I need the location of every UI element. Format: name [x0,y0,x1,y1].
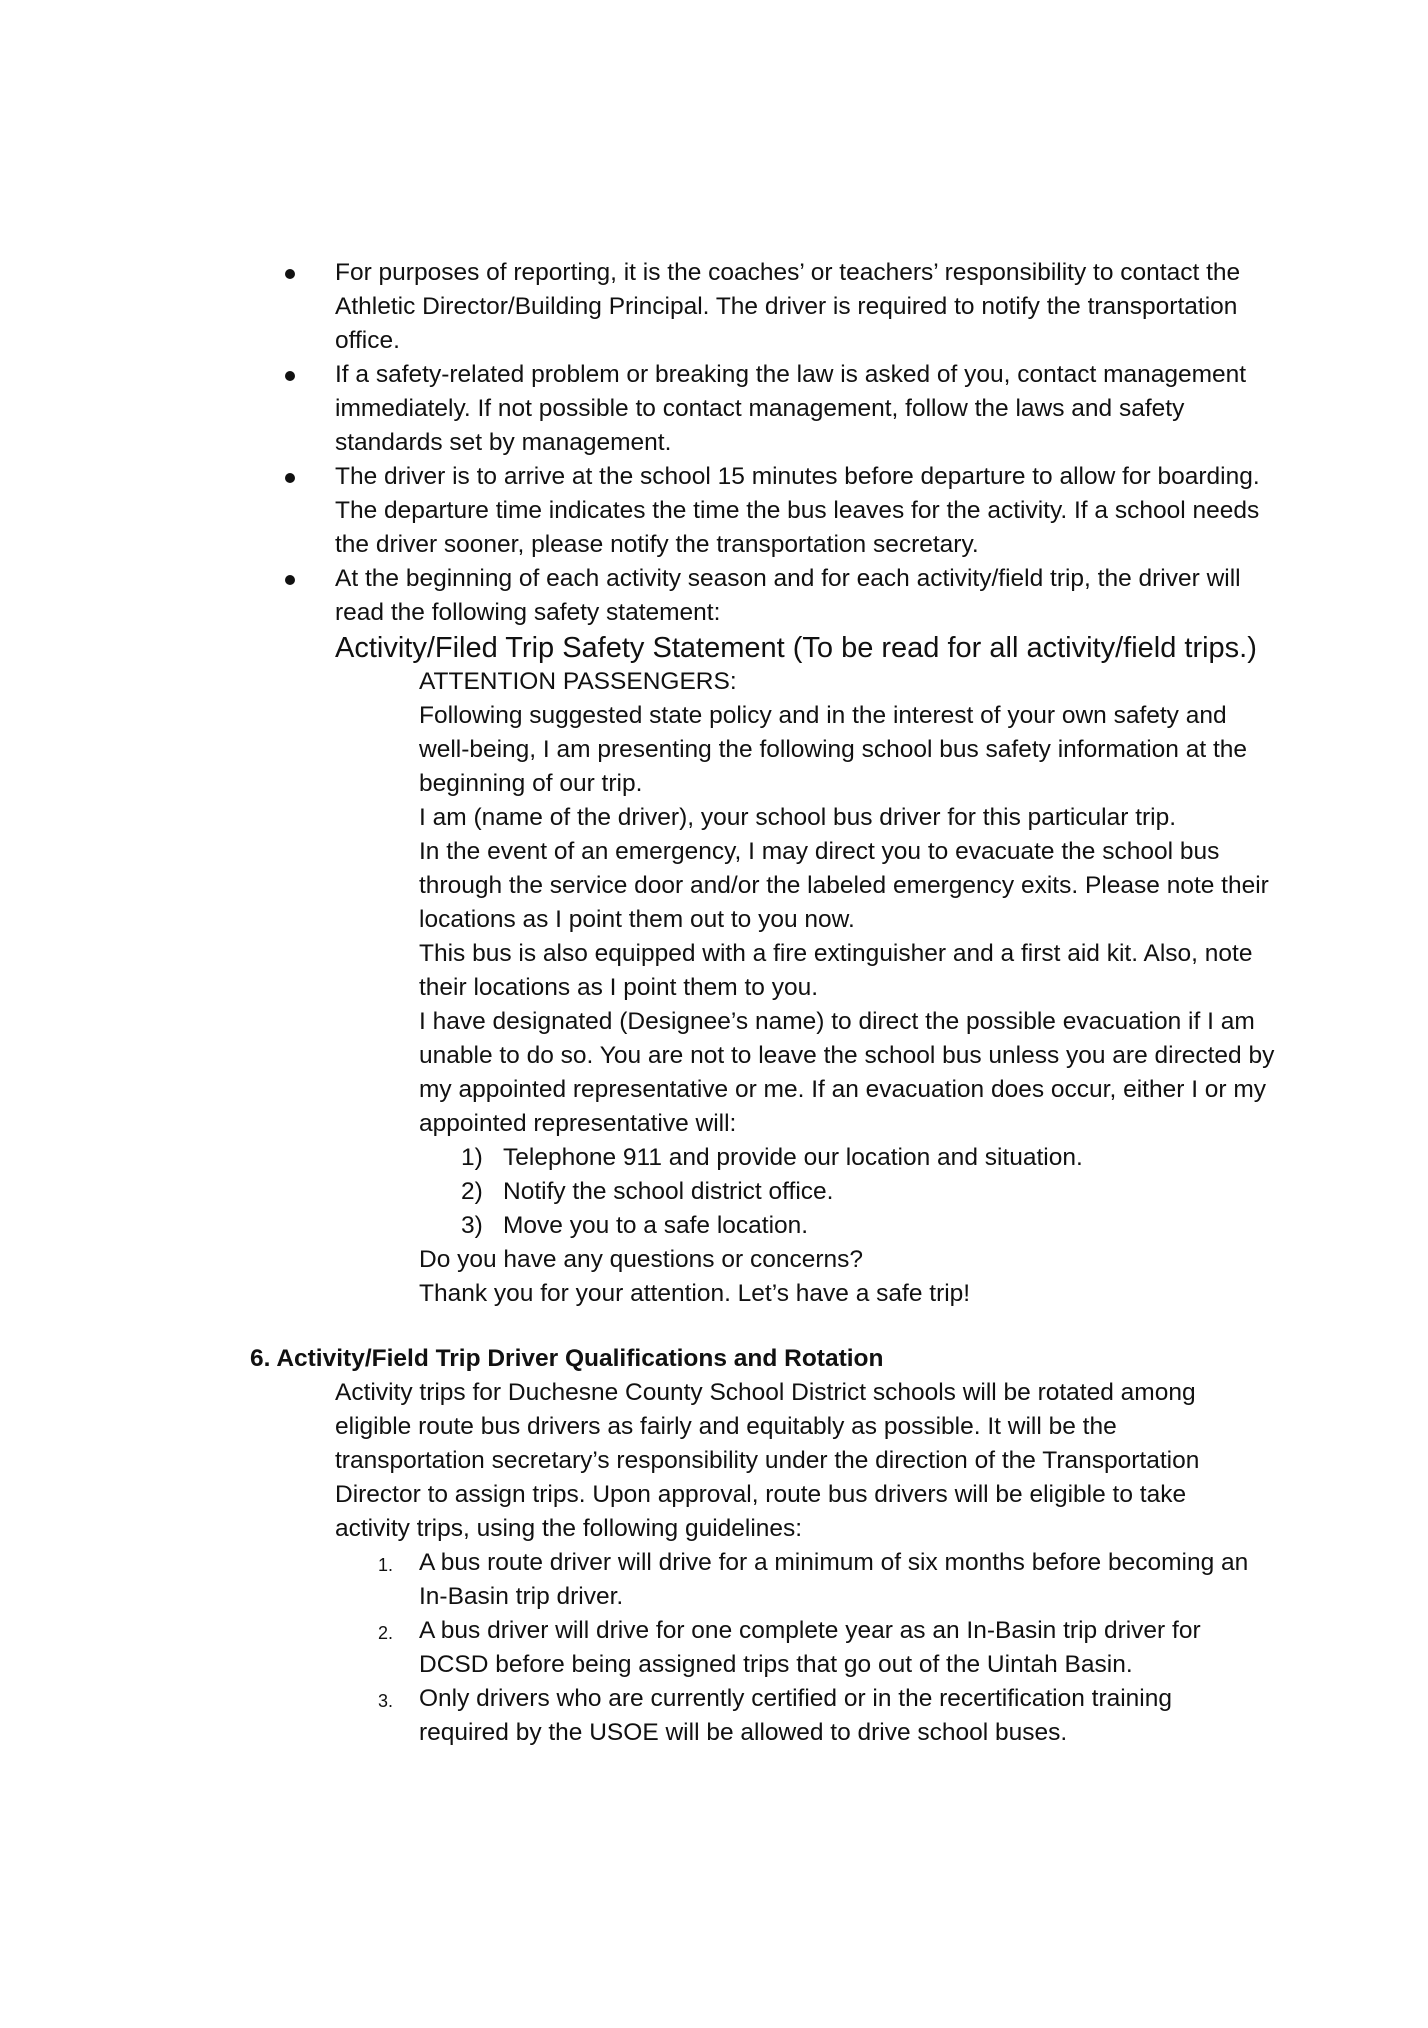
guideline-item [335,1614,1265,1682]
safety-statement-title: Activity/Filed Trip Safety Statement (To be read for all activity/field trips.) [335,632,1257,664]
statement-paragraph: I have designated (Designee’s name) to direct the possible evacuation if I am unable to do so. You are not to leave the school bus unless you are directed by my appointed representative or me. If an evacuation does occur, either I or my appointed representative will: [419,1008,1275,1137]
bullet-text: If a safety-related problem or breaking the law is asked of you, contact management immediately. If not possible to contact management, follow the laws and safety standards set by management. [335,361,1247,456]
evacuation-step [419,1141,1279,1175]
guideline-item [335,1682,1265,1750]
guideline-item [335,1546,1265,1614]
statement-paragraph: In the event of an emergency, I may direct you to evacuate the school bus through the service door and/or the labeled emergency exits. Please note their locations as I point them out to you now. [419,838,1269,933]
bullet-item [290,256,1270,358]
attention-heading: ATTENTION PASSENGERS: [419,668,737,695]
safety-statement [419,665,1279,1311]
section-intro: Activity trips for Duchesne County School District schools will be rotated among eligible route bus drivers as fairly and equitably as possible. It will be the transportation secretary’s responsibility under the direction of the Transportation Director to assign trips. Upon approval, route bus drivers will be eligible to take activity trips, using the following guidelines: [335,1379,1200,1542]
guideline-text: A bus route driver will drive for a minimum of six months before becoming an In-Basin trip driver. [419,1549,1249,1610]
bullet-text: For purposes of reporting, it is the coaches’ or teachers’ responsibility to contact the Athletic Director/Building Principal. The driver is required to notify the transportation office. [335,259,1241,354]
bullet-list [290,256,1270,630]
step-number: 1) [461,1144,483,1171]
bullet-item [290,562,1270,630]
step-text: Move you to a safe location. [503,1212,809,1239]
step-text: Telephone 911 and provide our location and situation. [503,1144,1083,1171]
closing-line: Thank you for your attention. Let’s have a safe trip! [419,1280,971,1307]
step-text: Notify the school district office. [503,1178,834,1205]
step-number: 2) [461,1178,483,1205]
bullet-text: At the beginning of each activity season and for each activity/field trip, the driver will read the following safety statement: [335,565,1241,626]
guideline-number: 1. [378,1555,394,1575]
evacuation-steps [419,1141,1279,1243]
statement-paragraph: This bus is also equipped with a fire extinguisher and a first aid kit. Also, note their locations as I point them to you. [419,940,1253,1001]
step-number: 3) [461,1212,483,1239]
evacuation-step [419,1209,1279,1243]
bullet-text: The driver is to arrive at the school 15 minutes before departure to allow for boarding. The departure time indicates the time the bus leaves for the activity. If a school needs the driver sooner, please notify the transportation secretary. [335,463,1260,558]
statement-paragraph: I am (name of the driver), your school bus driver for this particular trip. [419,804,1177,831]
questions-line: Do you have any questions or concerns? [419,1246,863,1273]
guidelines-list [335,1546,1265,1750]
guideline-number: 3. [378,1691,394,1711]
section-body [335,1376,1265,1750]
statement-paragraph: Following suggested state policy and in the interest of your own safety and well-being, I am presenting the following school bus safety information at the beginning of our trip. [419,702,1248,797]
guideline-text: Only drivers who are currently certified or in the recertification training required by the USOE will be allowed to drive school buses. [419,1685,1173,1746]
bullet-item [290,358,1270,460]
section-heading: 6. Activity/Field Trip Driver Qualifications and Rotation [250,1345,884,1372]
guideline-number: 2. [378,1623,394,1643]
evacuation-step [419,1175,1279,1209]
guideline-text: A bus driver will drive for one complete year as an In-Basin trip driver for DCSD before being assigned trips that go out of the Uintah Basin. [419,1617,1201,1678]
bullet-item [290,460,1270,562]
